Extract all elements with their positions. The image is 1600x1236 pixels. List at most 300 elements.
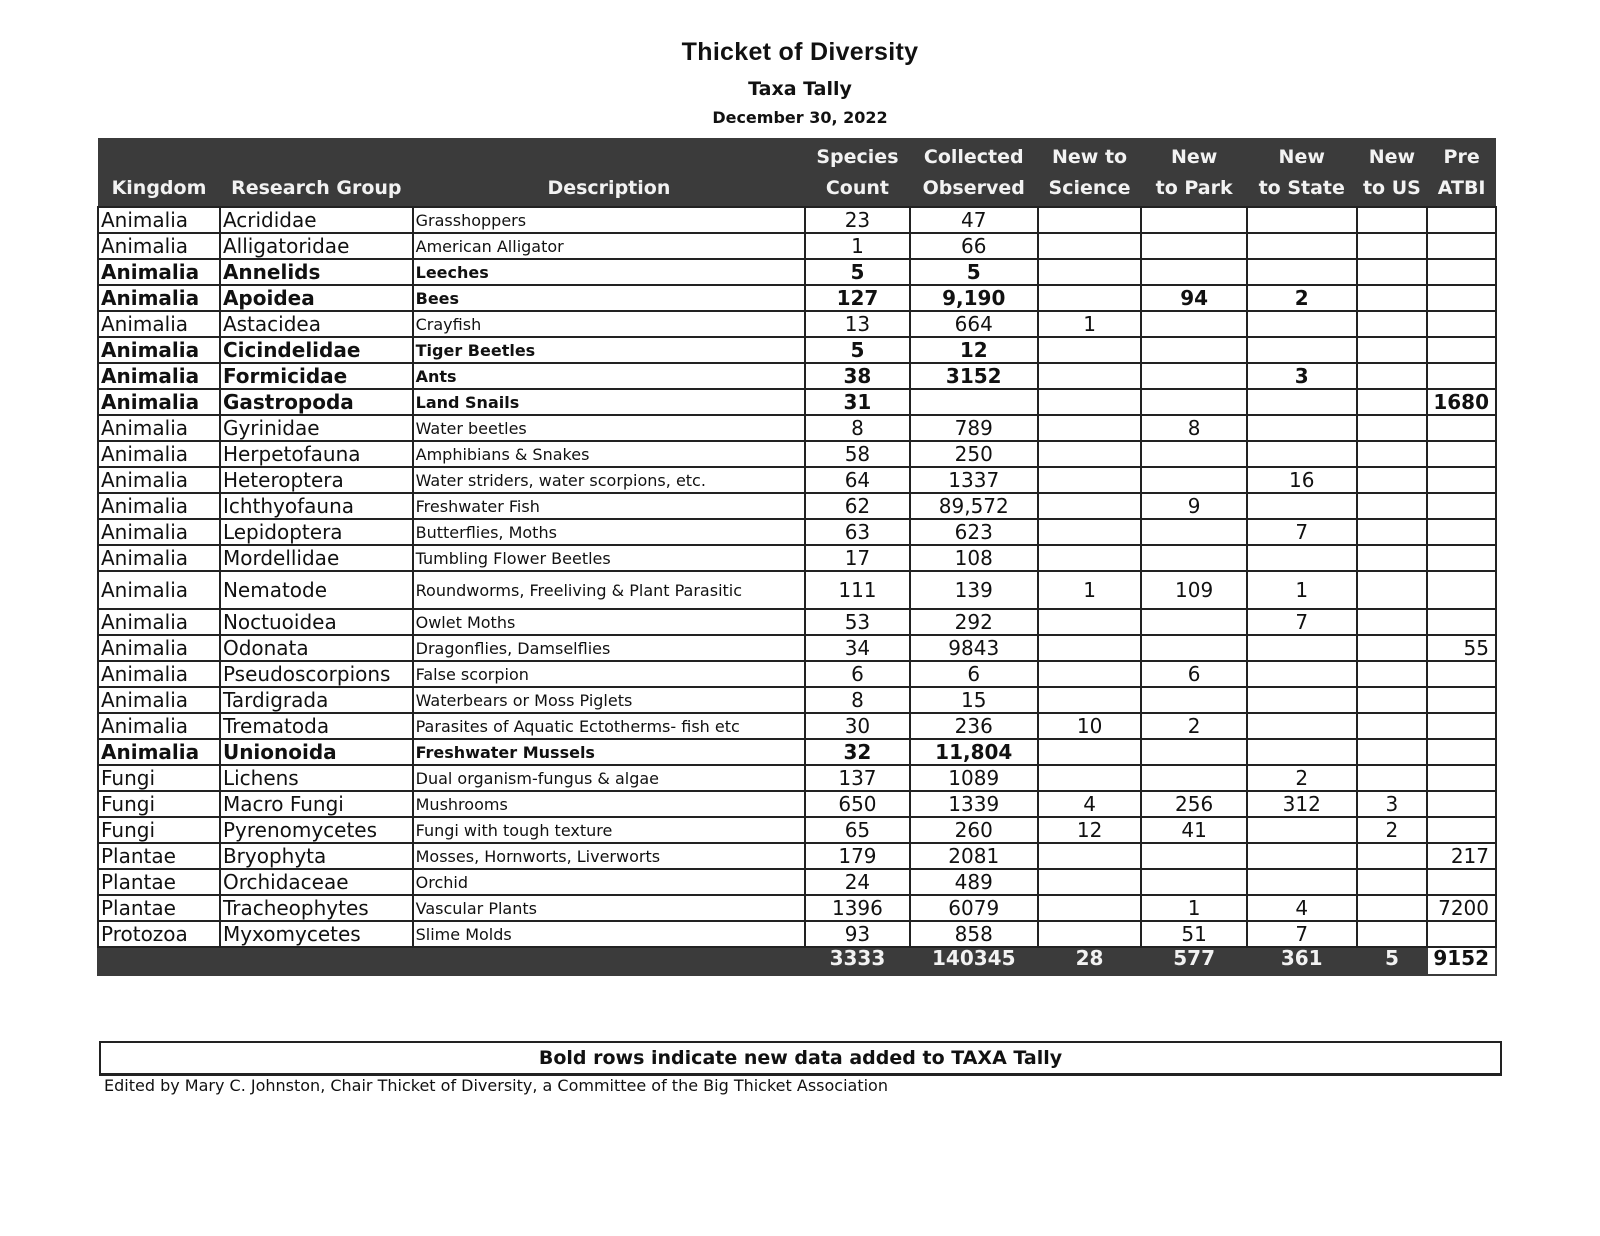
table-row [98,467,1496,493]
table-row [98,259,1496,285]
cell-new-to-us [1357,441,1428,467]
cell-kingdom: Animalia [98,519,220,545]
cell-new-to-us [1357,311,1428,337]
cell-kingdom: Plantae [98,843,220,869]
cell-new-to-us [1357,609,1428,635]
cell-kingdom: Animalia [98,259,220,285]
cell-species-count: 31 [805,389,910,415]
cell-new-to-state [1247,869,1357,895]
cell-new-to-park: 41 [1141,817,1247,843]
cell-research-group: Gyrinidae [220,415,413,441]
cell-collected-observed: 292 [910,609,1038,635]
cell-collected-observed: 1089 [910,765,1038,791]
cell-collected-observed: 260 [910,817,1038,843]
cell-new-to-park [1141,765,1247,791]
cell-kingdom: Plantae [98,895,220,921]
cell-species-count: 5 [805,337,910,363]
cell-species-count: 64 [805,467,910,493]
cell-research-group: Nematode [220,571,413,609]
cell-pre-atbi [1427,259,1496,285]
cell-new-to-park [1141,869,1247,895]
cell-new-to-state [1247,441,1357,467]
cell-kingdom: Animalia [98,609,220,635]
cell-kingdom: Animalia [98,661,220,687]
cell-pre-atbi [1427,311,1496,337]
column-header-new-to-us: New to US [1357,138,1428,207]
cell-new-to-park [1141,337,1247,363]
cell-description: Tumbling Flower Beetles [413,545,806,571]
cell-new-to-science [1038,545,1142,571]
cell-pre-atbi [1427,765,1496,791]
cell-collected-observed: 15 [910,687,1038,713]
cell-collected-observed: 6079 [910,895,1038,921]
cell-kingdom: Fungi [98,765,220,791]
column-header-pre-atbi: Pre ATBI [1427,138,1496,207]
totals-row [98,947,1496,975]
cell-new-to-science [1038,687,1142,713]
totals-spacer [220,947,413,975]
table-row [98,493,1496,519]
cell-new-to-us [1357,467,1428,493]
cell-new-to-science: 1 [1038,311,1142,337]
cell-species-count: 32 [805,739,910,765]
cell-new-to-us [1357,545,1428,571]
cell-description: Ants [413,363,806,389]
cell-new-to-science: 12 [1038,817,1142,843]
cell-new-to-park: 109 [1141,571,1247,609]
cell-research-group: Odonata [220,635,413,661]
cell-kingdom: Animalia [98,493,220,519]
cell-pre-atbi [1427,661,1496,687]
cell-new-to-us [1357,233,1428,259]
cell-description: Dual organism-fungus & algae [413,765,806,791]
cell-pre-atbi [1427,713,1496,739]
cell-species-count: 6 [805,661,910,687]
cell-new-to-park [1141,311,1247,337]
table-row [98,363,1496,389]
cell-new-to-park [1141,259,1247,285]
cell-new-to-us [1357,869,1428,895]
cell-new-to-park [1141,389,1247,415]
cell-new-to-us [1357,843,1428,869]
cell-research-group: Annelids [220,259,413,285]
cell-new-to-us [1357,207,1428,233]
cell-description: Butterflies, Moths [413,519,806,545]
cell-kingdom: Animalia [98,207,220,233]
cell-kingdom: Protozoa [98,921,220,947]
cell-research-group: Trematoda [220,713,413,739]
cell-new-to-science [1038,635,1142,661]
cell-pre-atbi [1427,687,1496,713]
cell-new-to-science: 1 [1038,571,1142,609]
cell-species-count: 137 [805,765,910,791]
cell-new-to-state: 1 [1247,571,1357,609]
cell-description: Freshwater Fish [413,493,806,519]
cell-research-group: Unionoida [220,739,413,765]
cell-new-to-us [1357,921,1428,947]
cell-new-to-state [1247,713,1357,739]
cell-new-to-us [1357,765,1428,791]
cell-new-to-state [1247,207,1357,233]
table-row [98,545,1496,571]
cell-research-group: Alligatoridae [220,233,413,259]
cell-new-to-state: 7 [1247,609,1357,635]
cell-new-to-state: 2 [1247,285,1357,311]
cell-new-to-park [1141,519,1247,545]
totals-spacer [413,947,806,975]
cell-kingdom: Animalia [98,415,220,441]
cell-species-count: 34 [805,635,910,661]
table-row [98,791,1496,817]
cell-research-group: Cicindelidae [220,337,413,363]
table-row [98,571,1496,609]
cell-species-count: 650 [805,791,910,817]
total-collected-observed: 140345 [910,947,1038,975]
table-row [98,895,1496,921]
cell-description: Parasites of Aquatic Ectotherms- fish etc [413,713,806,739]
cell-collected-observed: 11,804 [910,739,1038,765]
cell-pre-atbi [1427,921,1496,947]
cell-description: Slime Molds [413,921,806,947]
table-row [98,415,1496,441]
cell-species-count: 8 [805,415,910,441]
cell-pre-atbi [1427,545,1496,571]
table-row [98,635,1496,661]
table-row [98,519,1496,545]
editor-credit: Edited by Mary C. Johnston, Chair Thicket of Diversity, a Committee of the Big Thicket Association [104,1076,888,1095]
cell-new-to-park [1141,363,1247,389]
cell-species-count: 38 [805,363,910,389]
cell-kingdom: Animalia [98,687,220,713]
cell-pre-atbi [1427,791,1496,817]
cell-pre-atbi [1427,337,1496,363]
cell-research-group: Macro Fungi [220,791,413,817]
cell-research-group: Apoidea [220,285,413,311]
cell-collected-observed: 9843 [910,635,1038,661]
cell-pre-atbi: 1680 [1427,389,1496,415]
cell-collected-observed: 489 [910,869,1038,895]
cell-collected-observed: 66 [910,233,1038,259]
table-row [98,817,1496,843]
cell-new-to-state: 7 [1247,921,1357,947]
cell-new-to-park: 256 [1141,791,1247,817]
table-body [98,207,1496,947]
cell-new-to-park [1141,739,1247,765]
cell-collected-observed: 789 [910,415,1038,441]
cell-kingdom: Animalia [98,337,220,363]
table-header-row [98,138,1496,207]
cell-pre-atbi [1427,415,1496,441]
cell-new-to-us [1357,337,1428,363]
document-date: December 30, 2022 [712,108,888,127]
cell-new-to-us [1357,635,1428,661]
table-row [98,739,1496,765]
cell-new-to-state [1247,311,1357,337]
cell-research-group: Heteroptera [220,467,413,493]
cell-new-to-park: 9 [1141,493,1247,519]
cell-kingdom: Fungi [98,791,220,817]
total-new-to-science: 28 [1038,947,1142,975]
cell-species-count: 24 [805,869,910,895]
cell-research-group: Astacidea [220,311,413,337]
cell-collected-observed [910,389,1038,415]
cell-kingdom: Animalia [98,363,220,389]
cell-pre-atbi [1427,285,1496,311]
cell-kingdom: Animalia [98,739,220,765]
cell-new-to-state [1247,233,1357,259]
cell-species-count: 93 [805,921,910,947]
cell-new-to-state [1247,661,1357,687]
totals-spacer [98,947,220,975]
cell-species-count: 179 [805,843,910,869]
cell-pre-atbi [1427,441,1496,467]
cell-description: Fungi with tough texture [413,817,806,843]
cell-pre-atbi [1427,817,1496,843]
cell-collected-observed: 9,190 [910,285,1038,311]
cell-description: Land Snails [413,389,806,415]
cell-new-to-us [1357,571,1428,609]
cell-research-group: Myxomycetes [220,921,413,947]
cell-new-to-park [1141,687,1247,713]
cell-new-to-state [1247,337,1357,363]
cell-kingdom: Animalia [98,233,220,259]
column-header-collected-observed: Collected Observed [910,138,1038,207]
cell-new-to-state [1247,493,1357,519]
cell-collected-observed: 6 [910,661,1038,687]
cell-new-to-us [1357,895,1428,921]
cell-species-count: 8 [805,687,910,713]
cell-research-group: Acrididae [220,207,413,233]
cell-species-count: 23 [805,207,910,233]
cell-collected-observed: 139 [910,571,1038,609]
cell-description: Amphibians & Snakes [413,441,806,467]
column-header-kingdom: Kingdom [98,138,220,207]
cell-description: Crayfish [413,311,806,337]
cell-new-to-park: 6 [1141,661,1247,687]
cell-pre-atbi [1427,493,1496,519]
cell-new-to-science [1038,285,1142,311]
column-header-description: Description [413,138,806,207]
cell-species-count: 65 [805,817,910,843]
cell-research-group: Bryophyta [220,843,413,869]
cell-species-count: 5 [805,259,910,285]
cell-collected-observed: 108 [910,545,1038,571]
cell-species-count: 1 [805,233,910,259]
cell-new-to-state: 16 [1247,467,1357,493]
cell-pre-atbi [1427,869,1496,895]
cell-new-to-state: 2 [1247,765,1357,791]
cell-new-to-park: 1 [1141,895,1247,921]
cell-new-to-state [1247,389,1357,415]
cell-research-group: Orchidaceae [220,869,413,895]
cell-research-group: Noctuoidea [220,609,413,635]
cell-pre-atbi: 7200 [1427,895,1496,921]
cell-species-count: 1396 [805,895,910,921]
table-row [98,207,1496,233]
cell-description: False scorpion [413,661,806,687]
cell-kingdom: Animalia [98,285,220,311]
table-row [98,869,1496,895]
cell-new-to-us [1357,363,1428,389]
cell-pre-atbi [1427,739,1496,765]
cell-new-to-us [1357,687,1428,713]
total-species-count: 3333 [805,947,910,975]
cell-kingdom: Animalia [98,441,220,467]
cell-collected-observed: 858 [910,921,1038,947]
cell-description: Owlet Moths [413,609,806,635]
table-row [98,389,1496,415]
cell-pre-atbi: 217 [1427,843,1496,869]
cell-kingdom: Animalia [98,635,220,661]
cell-new-to-science [1038,467,1142,493]
total-new-to-us: 5 [1357,947,1428,975]
cell-new-to-us [1357,661,1428,687]
cell-new-to-science [1038,739,1142,765]
cell-new-to-science [1038,921,1142,947]
cell-new-to-science [1038,337,1142,363]
cell-new-to-science: 10 [1038,713,1142,739]
cell-description: Roundworms, Freeliving & Plant Parasitic [413,571,806,609]
cell-pre-atbi [1427,363,1496,389]
table-row [98,285,1496,311]
table-row [98,843,1496,869]
cell-new-to-us [1357,519,1428,545]
cell-new-to-us [1357,415,1428,441]
cell-research-group: Herpetofauna [220,441,413,467]
cell-description: Dragonflies, Damselflies [413,635,806,661]
table-row [98,233,1496,259]
cell-collected-observed: 89,572 [910,493,1038,519]
cell-collected-observed: 236 [910,713,1038,739]
cell-new-to-science [1038,843,1142,869]
cell-new-to-science: 4 [1038,791,1142,817]
cell-new-to-science [1038,441,1142,467]
cell-new-to-us [1357,389,1428,415]
column-header-research-group: Research Group [220,138,413,207]
cell-new-to-us [1357,259,1428,285]
bold-rows-note: Bold rows indicate new data added to TAXA Tally [99,1041,1502,1076]
table-row [98,687,1496,713]
cell-pre-atbi [1427,571,1496,609]
cell-description: Tiger Beetles [413,337,806,363]
cell-new-to-park [1141,467,1247,493]
table-row [98,713,1496,739]
cell-description: Freshwater Mussels [413,739,806,765]
cell-description: Water striders, water scorpions, etc. [413,467,806,493]
cell-new-to-us [1357,713,1428,739]
cell-new-to-science [1038,895,1142,921]
cell-new-to-science [1038,661,1142,687]
column-header-new-to-state: New to State [1247,138,1357,207]
cell-pre-atbi [1427,233,1496,259]
cell-new-to-state: 4 [1247,895,1357,921]
cell-collected-observed: 1337 [910,467,1038,493]
cell-new-to-us: 3 [1357,791,1428,817]
cell-pre-atbi [1427,207,1496,233]
cell-new-to-science [1038,207,1142,233]
cell-species-count: 111 [805,571,910,609]
taxa-tally-table [97,138,1497,976]
table-row [98,921,1496,947]
cell-species-count: 13 [805,311,910,337]
cell-new-to-us [1357,493,1428,519]
cell-collected-observed: 2081 [910,843,1038,869]
table-row [98,441,1496,467]
cell-new-to-state [1247,259,1357,285]
cell-new-to-park [1141,233,1247,259]
cell-kingdom: Animalia [98,389,220,415]
column-header-new-to-science: New to Science [1038,138,1142,207]
cell-pre-atbi: 55 [1427,635,1496,661]
cell-new-to-state [1247,415,1357,441]
document-subtitle: Taxa Tally [748,78,852,100]
cell-new-to-state [1247,687,1357,713]
total-new-to-state: 361 [1247,947,1357,975]
cell-new-to-park [1141,545,1247,571]
cell-description: Mushrooms [413,791,806,817]
total-pre-atbi: 9152 [1427,947,1496,975]
cell-description: Grasshoppers [413,207,806,233]
cell-description: Vascular Plants [413,895,806,921]
cell-description: Leeches [413,259,806,285]
cell-new-to-park [1141,609,1247,635]
cell-research-group: Pseudoscorpions [220,661,413,687]
cell-new-to-science [1038,233,1142,259]
cell-collected-observed: 47 [910,207,1038,233]
cell-research-group: Formicidae [220,363,413,389]
cell-collected-observed: 5 [910,259,1038,285]
cell-new-to-park [1141,635,1247,661]
cell-new-to-state: 312 [1247,791,1357,817]
cell-species-count: 58 [805,441,910,467]
cell-new-to-us: 2 [1357,817,1428,843]
cell-new-to-state: 3 [1247,363,1357,389]
cell-collected-observed: 664 [910,311,1038,337]
cell-species-count: 30 [805,713,910,739]
cell-species-count: 127 [805,285,910,311]
cell-new-to-state [1247,635,1357,661]
cell-new-to-park: 94 [1141,285,1247,311]
cell-new-to-science [1038,765,1142,791]
cell-new-to-park: 51 [1141,921,1247,947]
cell-collected-observed: 1339 [910,791,1038,817]
cell-research-group: Ichthyofauna [220,493,413,519]
cell-new-to-science [1038,259,1142,285]
table-row [98,311,1496,337]
cell-new-to-science [1038,609,1142,635]
cell-new-to-state [1247,739,1357,765]
cell-research-group: Gastropoda [220,389,413,415]
cell-research-group: Tracheophytes [220,895,413,921]
table-row [98,661,1496,687]
cell-species-count: 17 [805,545,910,571]
cell-kingdom: Animalia [98,571,220,609]
cell-kingdom: Plantae [98,869,220,895]
cell-new-to-state: 7 [1247,519,1357,545]
cell-species-count: 63 [805,519,910,545]
cell-research-group: Tardigrada [220,687,413,713]
cell-kingdom: Animalia [98,311,220,337]
cell-new-to-us [1357,285,1428,311]
cell-research-group: Lichens [220,765,413,791]
cell-kingdom: Animalia [98,545,220,571]
cell-new-to-park [1141,843,1247,869]
cell-collected-observed: 623 [910,519,1038,545]
cell-description: Waterbears or Moss Piglets [413,687,806,713]
cell-new-to-science [1038,869,1142,895]
column-header-new-to-park: New to Park [1141,138,1247,207]
cell-collected-observed: 250 [910,441,1038,467]
